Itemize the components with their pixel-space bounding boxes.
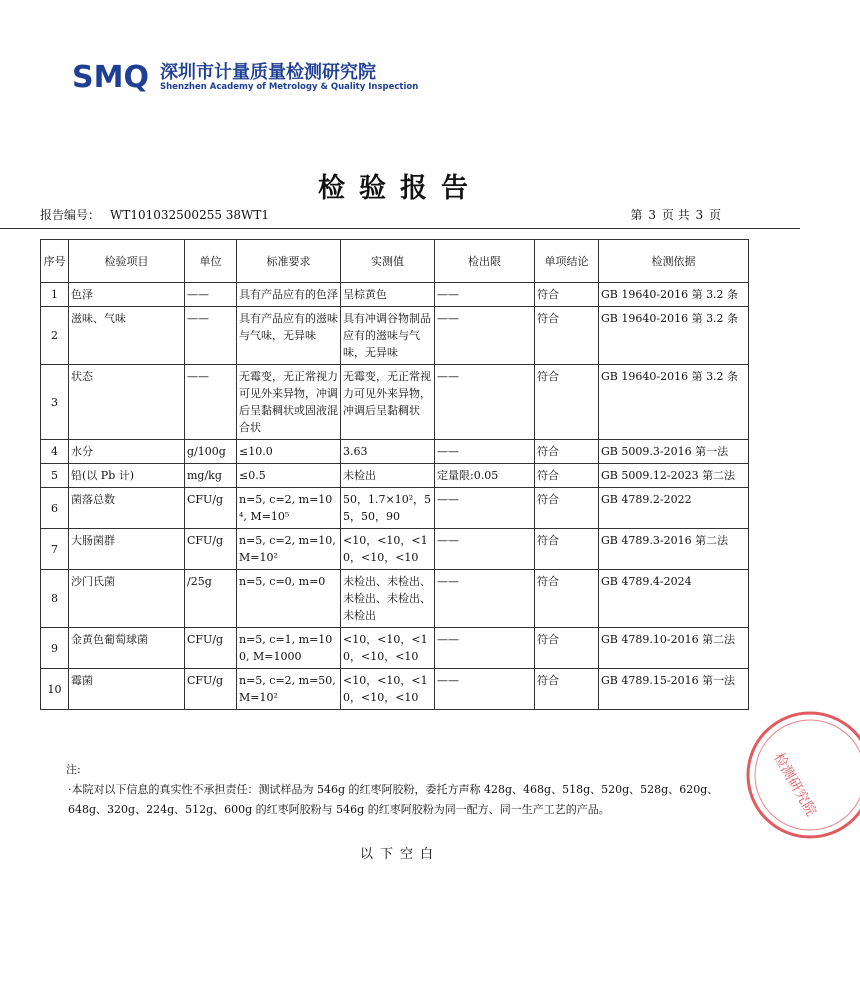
col-header-unit: 单位: [185, 240, 237, 283]
cell-limit: ——: [435, 283, 535, 307]
report-number-label: 报告编号：: [40, 208, 101, 222]
cell-basis: GB 19640-2016 第 3.2 条: [599, 283, 749, 307]
page-suffix: 页: [708, 208, 721, 222]
cell-unit: ——: [185, 283, 237, 307]
cell-verdict: 符合: [535, 464, 599, 488]
cell-item: 铅(以 Pb 计): [69, 464, 185, 488]
cell-result: 呈棕黄色: [341, 283, 435, 307]
cell-result: <10，<10，<10，<10，<10: [341, 628, 435, 669]
cell-verdict: 符合: [535, 307, 599, 365]
col-header-item: 检验项目: [69, 240, 185, 283]
cell-limit: ——: [435, 488, 535, 529]
end-of-report-mark: 以下空白: [359, 847, 440, 862]
cell-unit: CFU/g: [185, 529, 237, 570]
notes: [66, 760, 756, 820]
page-indicator: [630, 206, 722, 223]
cell-result: 未检出: [341, 464, 435, 488]
cell-limit: ——: [435, 307, 535, 365]
cell-requirement: n=5, c=0, m=0: [237, 570, 341, 628]
cell-limit: ——: [435, 628, 535, 669]
col-header-result: 实测值: [341, 240, 435, 283]
cell-requirement: 具有产品应有的滋味与气味，无异味: [237, 307, 341, 365]
cell-requirement: 具有产品应有的色泽: [237, 283, 341, 307]
cell-result: 未检出、未检出、未检出、未检出、未检出: [341, 570, 435, 628]
table-row: [41, 570, 749, 628]
cell-item: 状态: [69, 365, 185, 440]
table-row: [41, 440, 749, 464]
cell-requirement: n=5, c=2, m=10, M=10²: [237, 529, 341, 570]
cell-unit: CFU/g: [185, 488, 237, 529]
cell-requirement: ≤10.0: [237, 440, 341, 464]
report-number-value: WT101032500255 38WT1: [110, 208, 270, 222]
cell-basis: GB 5009.12-2023 第二法: [599, 464, 749, 488]
cell-result: 具有冲调谷物制品应有的滋味与气味，无异味: [341, 307, 435, 365]
org-name-en: Shenzhen Academy of Metrology & Quality Inspection: [160, 82, 419, 92]
cell-item: 滋味、气味: [69, 307, 185, 365]
cell-basis: GB 4789.2-2022: [599, 488, 749, 529]
cell-item: 水分: [69, 440, 185, 464]
cell-basis: GB 5009.3-2016 第一法: [599, 440, 749, 464]
cell-limit: ——: [435, 365, 535, 440]
cell-no: 9: [41, 628, 69, 669]
table-row: [41, 488, 749, 529]
cell-basis: GB 19640-2016 第 3.2 条: [599, 365, 749, 440]
cell-unit: /25g: [185, 570, 237, 628]
cell-verdict: 符合: [535, 669, 599, 710]
cell-limit: ——: [435, 440, 535, 464]
col-header-limit: 检出限: [435, 240, 535, 283]
cell-limit: ——: [435, 570, 535, 628]
cell-no: 8: [41, 570, 69, 628]
logo-mark: SMQ: [72, 60, 149, 95]
cell-item: 大肠菌群: [69, 529, 185, 570]
cell-result: 无霉变，无正常视力可见外来异物，冲调后呈黏稠状: [341, 365, 435, 440]
cell-limit: ——: [435, 529, 535, 570]
header-divider: [0, 228, 800, 229]
cell-requirement: n=5, c=1, m=100, M=1000: [237, 628, 341, 669]
cell-requirement: n=5, c=2, m=10⁴, M=10⁵: [237, 488, 341, 529]
cell-item: 金黄色葡萄球菌: [69, 628, 185, 669]
org-name-cn: 深圳市计量质量检测研究院: [160, 62, 376, 83]
official-seal: [740, 700, 860, 850]
cell-unit: CFU/g: [185, 628, 237, 669]
cell-requirement: n=5, c=2, m=50, M=10²: [237, 669, 341, 710]
cell-no: 6: [41, 488, 69, 529]
table-row: [41, 669, 749, 710]
cell-no: 4: [41, 440, 69, 464]
cell-basis: GB 4789.3-2016 第二法: [599, 529, 749, 570]
cell-result: <10，<10，<10，<10，<10: [341, 669, 435, 710]
page-middle: 页 共: [661, 208, 690, 222]
cell-no: 5: [41, 464, 69, 488]
col-header-no: 序号: [41, 240, 69, 283]
cell-limit: 定量限:0.05: [435, 464, 535, 488]
cell-basis: GB 19640-2016 第 3.2 条: [599, 307, 749, 365]
table-header-row: [41, 240, 749, 283]
cell-no: 1: [41, 283, 69, 307]
cell-no: 3: [41, 365, 69, 440]
seal-text: 检测研究院: [770, 750, 820, 819]
cell-verdict: 符合: [535, 488, 599, 529]
cell-verdict: 符合: [535, 440, 599, 464]
page-prefix: 第: [630, 208, 643, 222]
cell-item: 沙门氏菌: [69, 570, 185, 628]
table-row: [41, 464, 749, 488]
col-header-requirement: 标准要求: [237, 240, 341, 283]
cell-no: 2: [41, 307, 69, 365]
cell-no: 10: [41, 669, 69, 710]
cell-item: 色泽: [69, 283, 185, 307]
cell-item: 菌落总数: [69, 488, 185, 529]
cell-unit: ——: [185, 307, 237, 365]
cell-requirement: 无霉变，无正常视力可见外来异物，冲调后呈黏稠状或固液混合状: [237, 365, 341, 440]
cell-unit: ——: [185, 365, 237, 440]
cell-result: <10，<10，<10，<10，<10: [341, 529, 435, 570]
report-number: [40, 206, 269, 223]
cell-basis: GB 4789.15-2016 第一法: [599, 669, 749, 710]
table-row: [41, 365, 749, 440]
table-row: [41, 628, 749, 669]
notes-label: 注:: [66, 763, 81, 776]
cell-basis: GB 4789.4-2024: [599, 570, 749, 628]
cell-unit: g/100g: [185, 440, 237, 464]
cell-verdict: 符合: [535, 283, 599, 307]
page-total: 3: [695, 208, 704, 222]
table-row: [41, 529, 749, 570]
cell-verdict: 符合: [535, 365, 599, 440]
cell-requirement: ≤0.5: [237, 464, 341, 488]
cell-item: 霉菌: [69, 669, 185, 710]
table-row: [41, 307, 749, 365]
report-title: 检验报告: [318, 173, 482, 204]
results-table: [40, 239, 749, 710]
cell-verdict: 符合: [535, 628, 599, 669]
table-row: [41, 283, 749, 307]
notes-text: ·本院对以下信息的真实性不承担责任：测试样品为 546g 的红枣阿胶粉，委托方声称 428g、468g、518g、520g、528g、620g、648g、320g、224g、512g、600g 的红枣阿胶粉与 546g 的红枣阿胶粉为同一配方、同一生产工艺的产品。: [68, 783, 719, 816]
col-header-verdict: 单项结论: [535, 240, 599, 283]
cell-result: 50，1.7×10²，55，50，90: [341, 488, 435, 529]
cell-verdict: 符合: [535, 570, 599, 628]
cell-result: 3.63: [341, 440, 435, 464]
cell-no: 7: [41, 529, 69, 570]
cell-basis: GB 4789.10-2016 第二法: [599, 628, 749, 669]
cell-limit: ——: [435, 669, 535, 710]
cell-unit: mg/kg: [185, 464, 237, 488]
col-header-basis: 检测依据: [599, 240, 749, 283]
cell-verdict: 符合: [535, 529, 599, 570]
cell-unit: CFU/g: [185, 669, 237, 710]
page-current: 3: [648, 208, 657, 222]
